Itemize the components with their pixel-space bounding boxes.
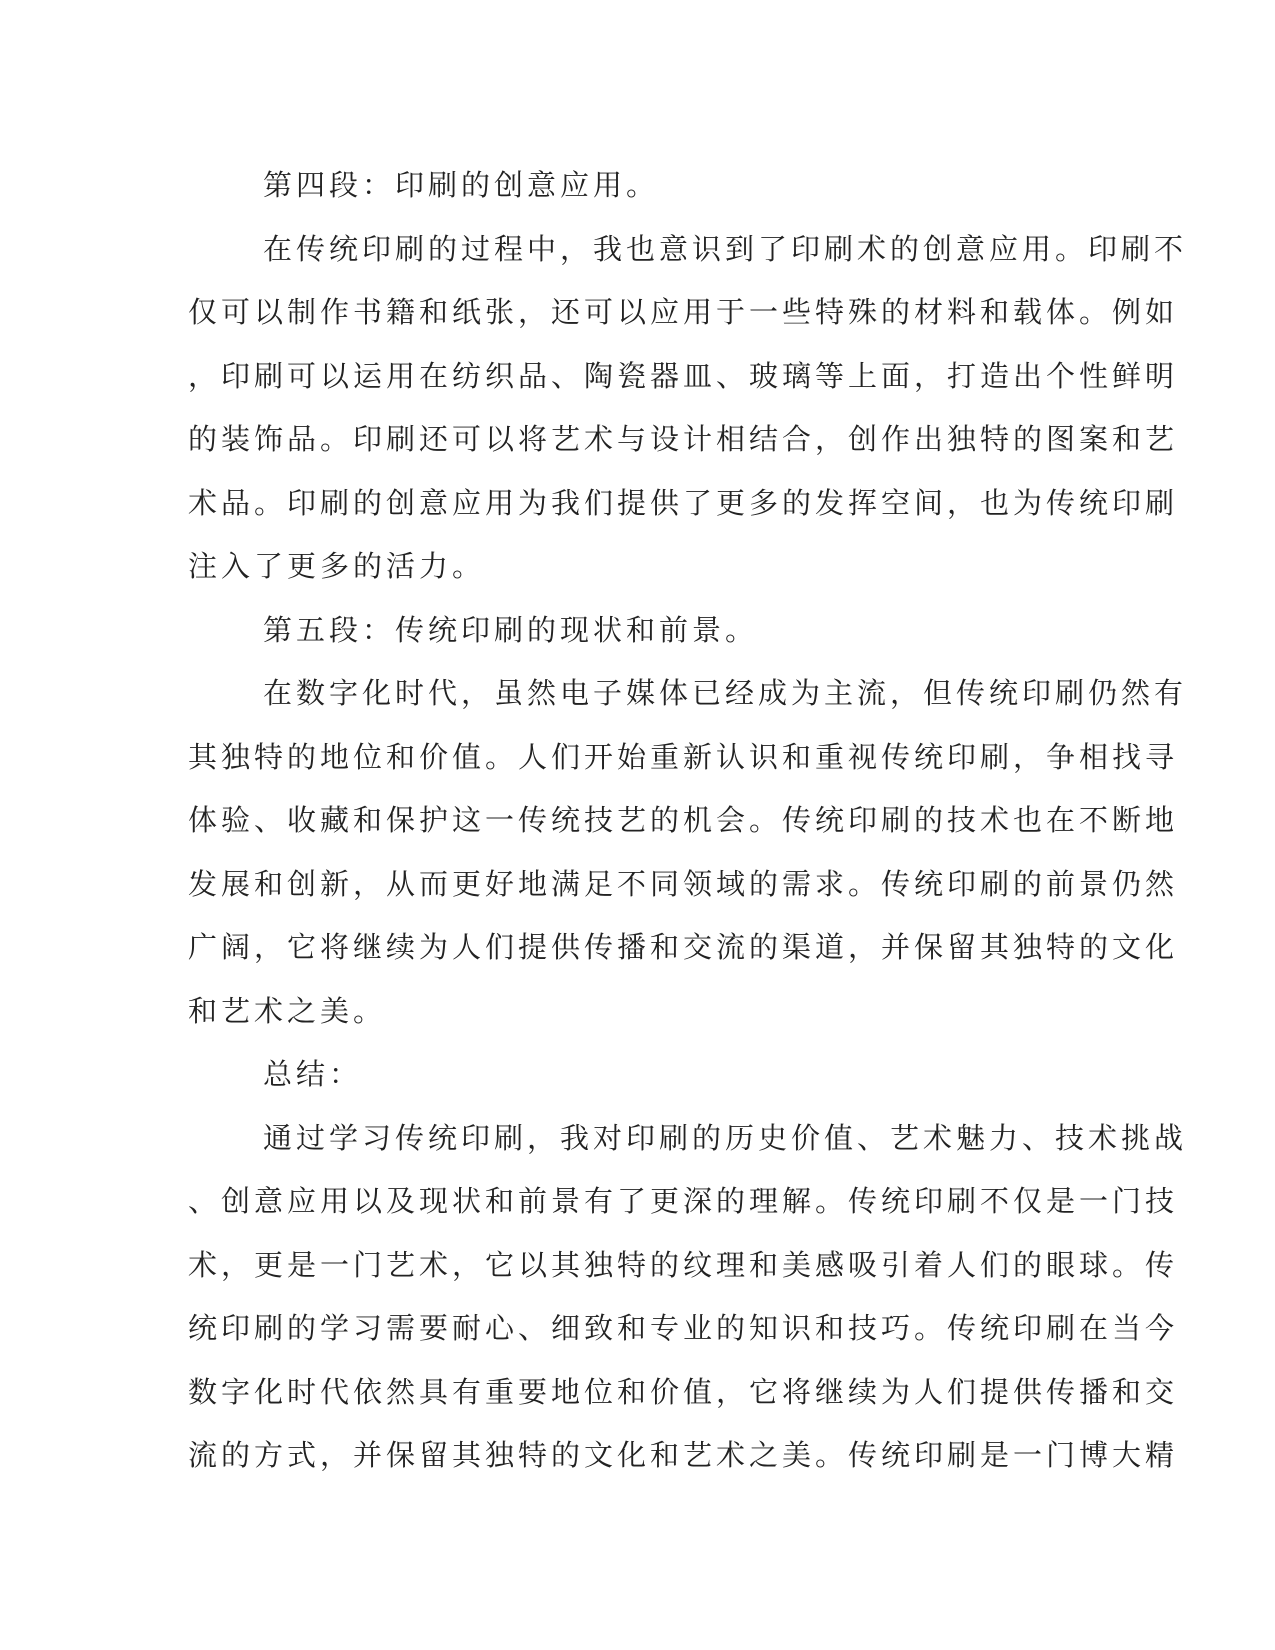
document-body [188,154,1188,1488]
text-line: 数字化时代依然具有重要地位和价值，它将继续为人们提供传播和交 [188,1374,1179,1409]
text-line: 广阔，它将继续为人们提供传播和交流的渠道，并保留其独特的文化 [188,930,1179,964]
paragraph-summary [188,1107,1188,1488]
text-line: 、创意应用以及现状和前景有了更深的理解。传统印刷不仅是一门技 [188,1184,1179,1218]
text-line: 体验、收藏和保护这一传统技艺的机会。传统印刷的技术也在不断地 [188,803,1179,837]
text-line: 其独特的地位和价值。人们开始重新认识和重视传统印刷，争相找寻 [188,739,1179,774]
text-line: 术品。印刷的创意应用为我们提供了更多的发挥空间，也为传统印刷 [188,485,1179,520]
text-line: 统印刷的学习需要耐心、细致和专业的知识和技巧。传统印刷在当今 [188,1311,1179,1345]
section-heading-4 [188,154,1068,218]
text-line: 注入了更多的活力。 [188,549,486,583]
heading-line: 第四段：印刷的创意应用。 [263,168,660,202]
section-heading-summary [188,1043,1068,1107]
text-line: 在数字化时代，虽然电子媒体已经成为主流，但传统印刷仍然有 [263,676,1188,710]
heading-line: 第五段：传统印刷的现状和前景。 [263,612,759,647]
text-line: 仅可以制作书籍和纸张，还可以应用于一些特殊的材料和载体。例如 [188,295,1179,329]
text-line: 和艺术之美。 [188,993,387,1028]
text-line: 通过学习传统印刷，我对印刷的历史价值、艺术魅力、技术挑战 [263,1120,1188,1155]
paragraph-creative-application [188,218,1188,599]
paragraph-status-and-prospects [188,662,1188,1043]
text-line: 发展和创新，从而更好地满足不同领域的需求。传统印刷的前景仍然 [188,866,1179,901]
text-line: ，印刷可以运用在纺织品、陶瓷器皿、玻璃等上面，打造出个性鲜明 [188,358,1179,393]
text-line: 在传统印刷的过程中，我也意识到了印刷术的创意应用。印刷不 [263,231,1188,266]
heading-line: 总结： [263,1057,363,1091]
text-line: 的装饰品。印刷还可以将艺术与设计相结合，创作出独特的图案和艺 [188,422,1179,456]
text-line: 术，更是一门艺术，它以其独特的纹理和美感吸引着人们的眼球。传 [188,1247,1179,1282]
section-heading-5 [188,599,1068,663]
text-line: 流的方式，并保留其独特的文化和艺术之美。传统印刷是一门博大精 [188,1438,1179,1472]
